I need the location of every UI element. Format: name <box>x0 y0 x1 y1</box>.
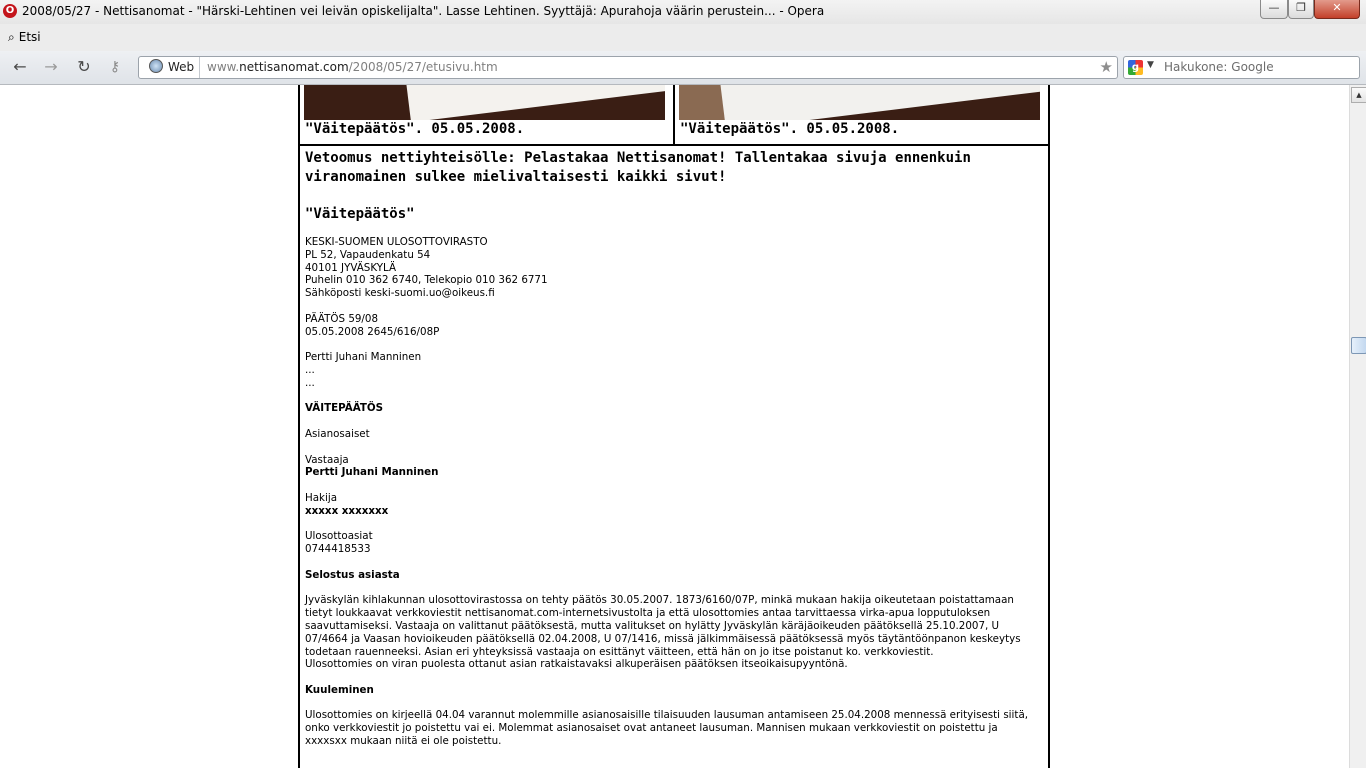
photo-row <box>300 85 1048 146</box>
url-text[interactable] <box>207 57 498 78</box>
office-address: KESKI-SUOMEN ULOSOTTOVIRASTO PL 52, Vapaudenkatu 54 40101 JYVÄSKYLÄ Puhelin 010 362 6740, Telekopio 010 362 6771 Sähköposti keski-suomi.uo@oikeus.fi <box>305 236 548 300</box>
spacer <box>305 415 1040 428</box>
spacer <box>305 671 1040 684</box>
search-menu-label: Etsi <box>18 30 41 44</box>
address-bar[interactable] <box>138 56 1118 79</box>
site-info-label: Web <box>168 60 195 74</box>
spacer <box>305 441 1040 454</box>
site-info-badge[interactable] <box>139 57 200 78</box>
page-viewport[interactable] <box>0 85 1349 768</box>
decision-title: VÄITEPÄÄTÖS <box>305 402 384 415</box>
person-block: Pertti Juhani Manninen ... ... <box>305 351 422 389</box>
spacer <box>305 697 1040 710</box>
decision-number: PÄÄTÖS 59/08 05.05.2008 2645/616/08P <box>305 312 440 338</box>
reload-icon: ↻ <box>77 57 91 76</box>
scroll-thumb[interactable] <box>1351 337 1366 354</box>
spacer <box>305 390 1040 403</box>
url-path: /2008/05/27/etusivu.htm <box>348 60 498 74</box>
chevron-up-icon: ▲ <box>1356 91 1362 99</box>
decision-photo-left <box>304 85 665 120</box>
wand-button[interactable] <box>104 57 126 77</box>
search-engine-placeholder: Hakukone: Google <box>1164 60 1274 74</box>
bookmark-star-icon[interactable]: ★ <box>1099 58 1113 76</box>
cases-label: Ulosottoasiat <box>305 530 373 543</box>
url-prefix: www. <box>207 60 240 74</box>
reload-button[interactable] <box>73 57 95 77</box>
hearing-heading: Kuuleminen <box>305 683 374 696</box>
menu-bar <box>0 24 1366 51</box>
article-body <box>305 149 1040 748</box>
article-title: "Väitepäätös" <box>305 206 415 222</box>
statement-text: Jyväskylän kihlakunnan ulosottovirastossa on tehty päätös 30.05.2007. 1873/6160/07P, minkä mukaan hakija oikeutetaan poistattamaan tietyt loukkaavat verkkoviestit nettisanomat.com-internetsivustolta ja että ulosottomies antaa tarvittaessa virka-apua lopputuloksen saavuttamiseksi. Vastaaja on valittanut päätöksestä, mutta valitukset on hylätty Jyväskylän käräjäoikeuden päätöksellä 25.10.2007, U 07/4664 ja Vaasan hovioikeuden päätöksellä 02.04.2008, U 07/1416, missä jälkimmäisessä päätöksessä myös täytäntöönpanon keskeytys todetaan rauenneeksi. Asian eri yhteyksissä vastaaja on esittänyt väitteen, että hän on jo itse poistanut ko. verkkoviestit. Ulosottomies on viran puolesta ottanut asian ratkaistavaksi alkuperäisen päätöksen itseoikaisupyyntönä. <box>305 594 1021 671</box>
decision-photo-right <box>679 85 1040 120</box>
case-number: 0744418533 <box>305 543 371 556</box>
paper-document <box>400 85 665 120</box>
applicant-label: Hakija <box>305 491 338 504</box>
hearing-text: Ulosottomies on kirjeellä 04.04 varannut molemmille asianosaisille tilaisuuden lausuman antamiseen 25.04.2008 mennessä erityisesti siitä, onko verkkoviestit jo poistettu vai ei. Molemmat asianosaiset ovat antaneet lausuman. Mannisen mukaan verkkoviestit on poistettu ja xxxxsxx mukaan niitä ei ole poistettu. <box>305 709 1029 748</box>
window-title: 2008/05/27 - Nettisanomat - "Härski-Lehtinen vei leivän opiskelijalta". Lasse Lehtinen. Syyttäjä: Apurahoja väärin perustein... - Opera <box>22 4 825 18</box>
url-host: nettisanomat.com <box>239 60 349 74</box>
photo-caption-left: "Väitepäätös". 05.05.2008. <box>305 121 525 137</box>
search-engine-field[interactable] <box>1123 56 1360 79</box>
parties-label: Asianosaiset <box>305 427 370 440</box>
spacer <box>305 582 1040 595</box>
globe-icon <box>149 59 163 73</box>
key-icon: ⚷ <box>109 59 121 75</box>
close-button[interactable]: ✕ <box>1314 0 1360 19</box>
navigation-toolbar <box>0 51 1366 85</box>
column-divider <box>673 85 675 144</box>
spacer <box>305 338 1040 351</box>
forward-button[interactable] <box>40 57 62 77</box>
respondent-name: Pertti Juhani Manninen <box>305 466 439 479</box>
paper-document <box>715 85 1040 120</box>
applicant-name: xxxxx xxxxxxx <box>305 504 389 517</box>
chevron-down-icon[interactable]: ▼ <box>1147 60 1154 70</box>
article-table <box>298 85 1050 768</box>
photo-caption-right: "Väitepäätös". 05.05.2008. <box>680 121 900 137</box>
scroll-up-button[interactable] <box>1351 87 1366 103</box>
statement-heading: Selostus asiasta <box>305 568 400 581</box>
window-title-bar <box>0 0 1366 24</box>
vertical-scrollbar[interactable] <box>1349 85 1366 768</box>
respondent-label: Vastaaja <box>305 453 349 466</box>
search-icon: ⌕ <box>8 30 15 44</box>
spacer <box>305 300 1040 313</box>
spacer <box>305 518 1040 531</box>
google-icon[interactable]: g <box>1128 60 1143 75</box>
maximize-button[interactable]: ❐ <box>1288 0 1314 19</box>
spacer <box>305 556 1040 569</box>
back-button[interactable] <box>9 57 31 77</box>
appeal-heading: Vetoomus nettiyhteisölle: Pelastakaa Nettisanomat! Tallentakaa sivuja ennenkuin viranomainen sulkee mielivaltaisesti kaikki sivut! <box>305 150 971 185</box>
forward-arrow-icon: → <box>44 57 58 76</box>
search-menu-item[interactable] <box>8 30 41 45</box>
minimize-button[interactable]: — <box>1260 0 1288 19</box>
back-arrow-icon: ← <box>13 57 27 76</box>
spacer <box>305 479 1040 492</box>
opera-logo-icon: O <box>3 4 17 18</box>
